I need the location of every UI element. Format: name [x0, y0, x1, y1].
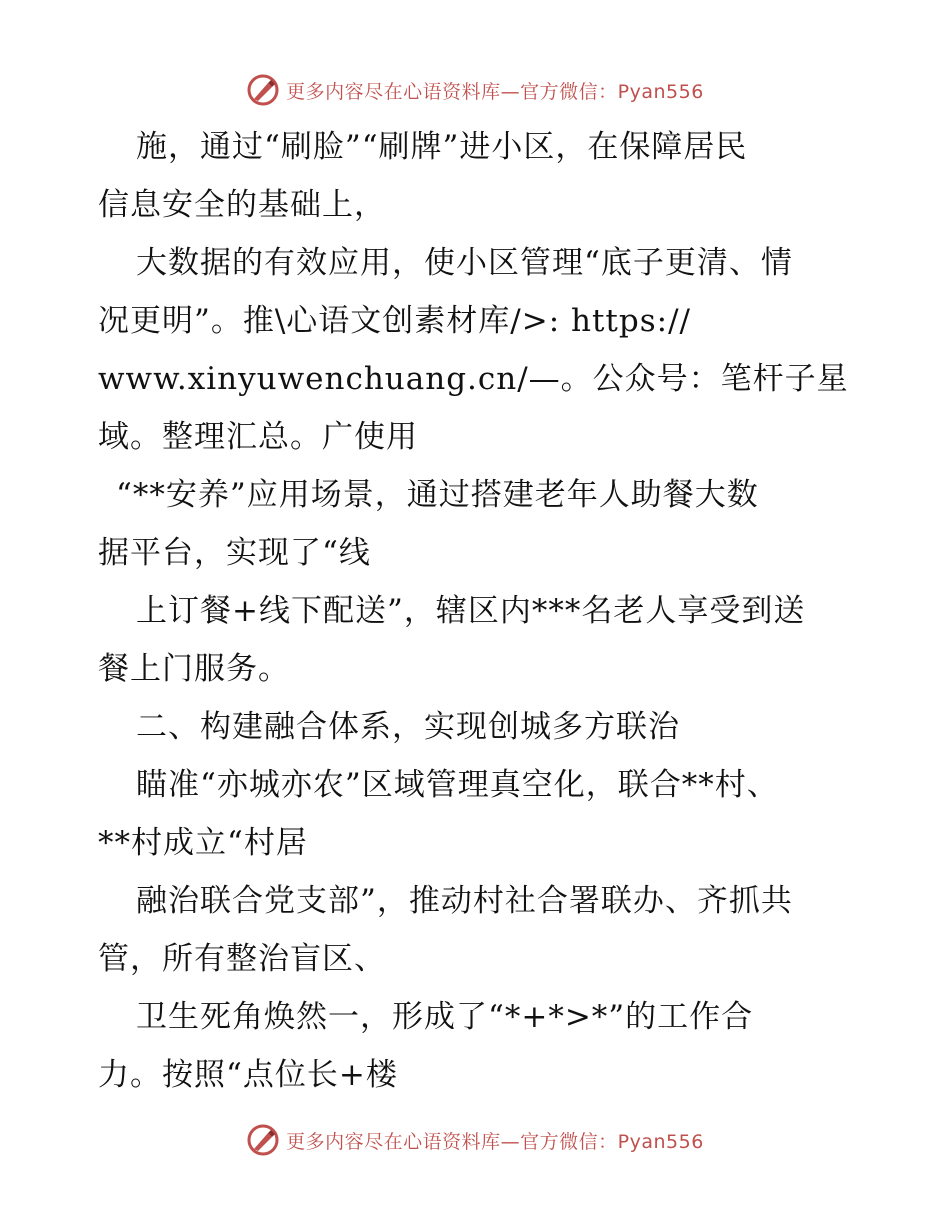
body-line-17: 力。按照“点位长+楼 [98, 1057, 398, 1093]
header-watermark-text: 更多内容尽在心语资料库—官方微信：Pyan556 [286, 80, 704, 103]
footer-watermark-banner [0, 1120, 950, 1160]
pen-logo-icon [246, 1123, 280, 1157]
body-line-12: 瞄准“亦城亦农”区域管理真空化，联合**村、 [136, 767, 779, 803]
body-line-10: 餐上门服务。 [98, 651, 290, 687]
body-line-2: 信息安全的基础上， [98, 187, 386, 223]
body-line-3: 大数据的有效应用，使小区管理“底子更清、情 [136, 245, 793, 281]
body-line-9: 上订餐+线下配送”，辖区内***名老人享受到送 [136, 593, 806, 629]
footer-watermark-text: 更多内容尽在心语资料库—官方微信：Pyan556 [286, 1130, 704, 1153]
body-line-15: 管，所有整治盲区、 [98, 941, 386, 977]
body-line-1: 施，通过“刷脸”“刷牌”进小区，在保障居民 [136, 129, 748, 165]
body-line-14: 融治联合党支部”，推动村社合署联办、齐抓共 [136, 883, 793, 919]
document-body [98, 118, 858, 1104]
section-heading: 二、构建融合体系，实现创城多方联治 [136, 709, 680, 745]
body-line-13: **村成立“村居 [98, 825, 308, 861]
body-line-4: 况更明”。推\心语文创素材库/>: https:// [98, 303, 691, 339]
body-line-5: www.xinyuwenchuang.cn/—。公众号：笔杆子星 [98, 361, 849, 397]
body-line-16: 卫生死角焕然一，形成了“*+*>*”的工作合 [136, 999, 754, 1035]
pen-logo-icon [246, 73, 280, 107]
body-line-6: 域。整理汇总。广使用 [98, 419, 418, 455]
header-watermark-banner [0, 70, 950, 110]
body-line-8: 据平台，实现了“线 [98, 535, 371, 571]
body-line-7: “**安养”应用场景，通过搭建老年人助餐大数 [116, 477, 759, 513]
